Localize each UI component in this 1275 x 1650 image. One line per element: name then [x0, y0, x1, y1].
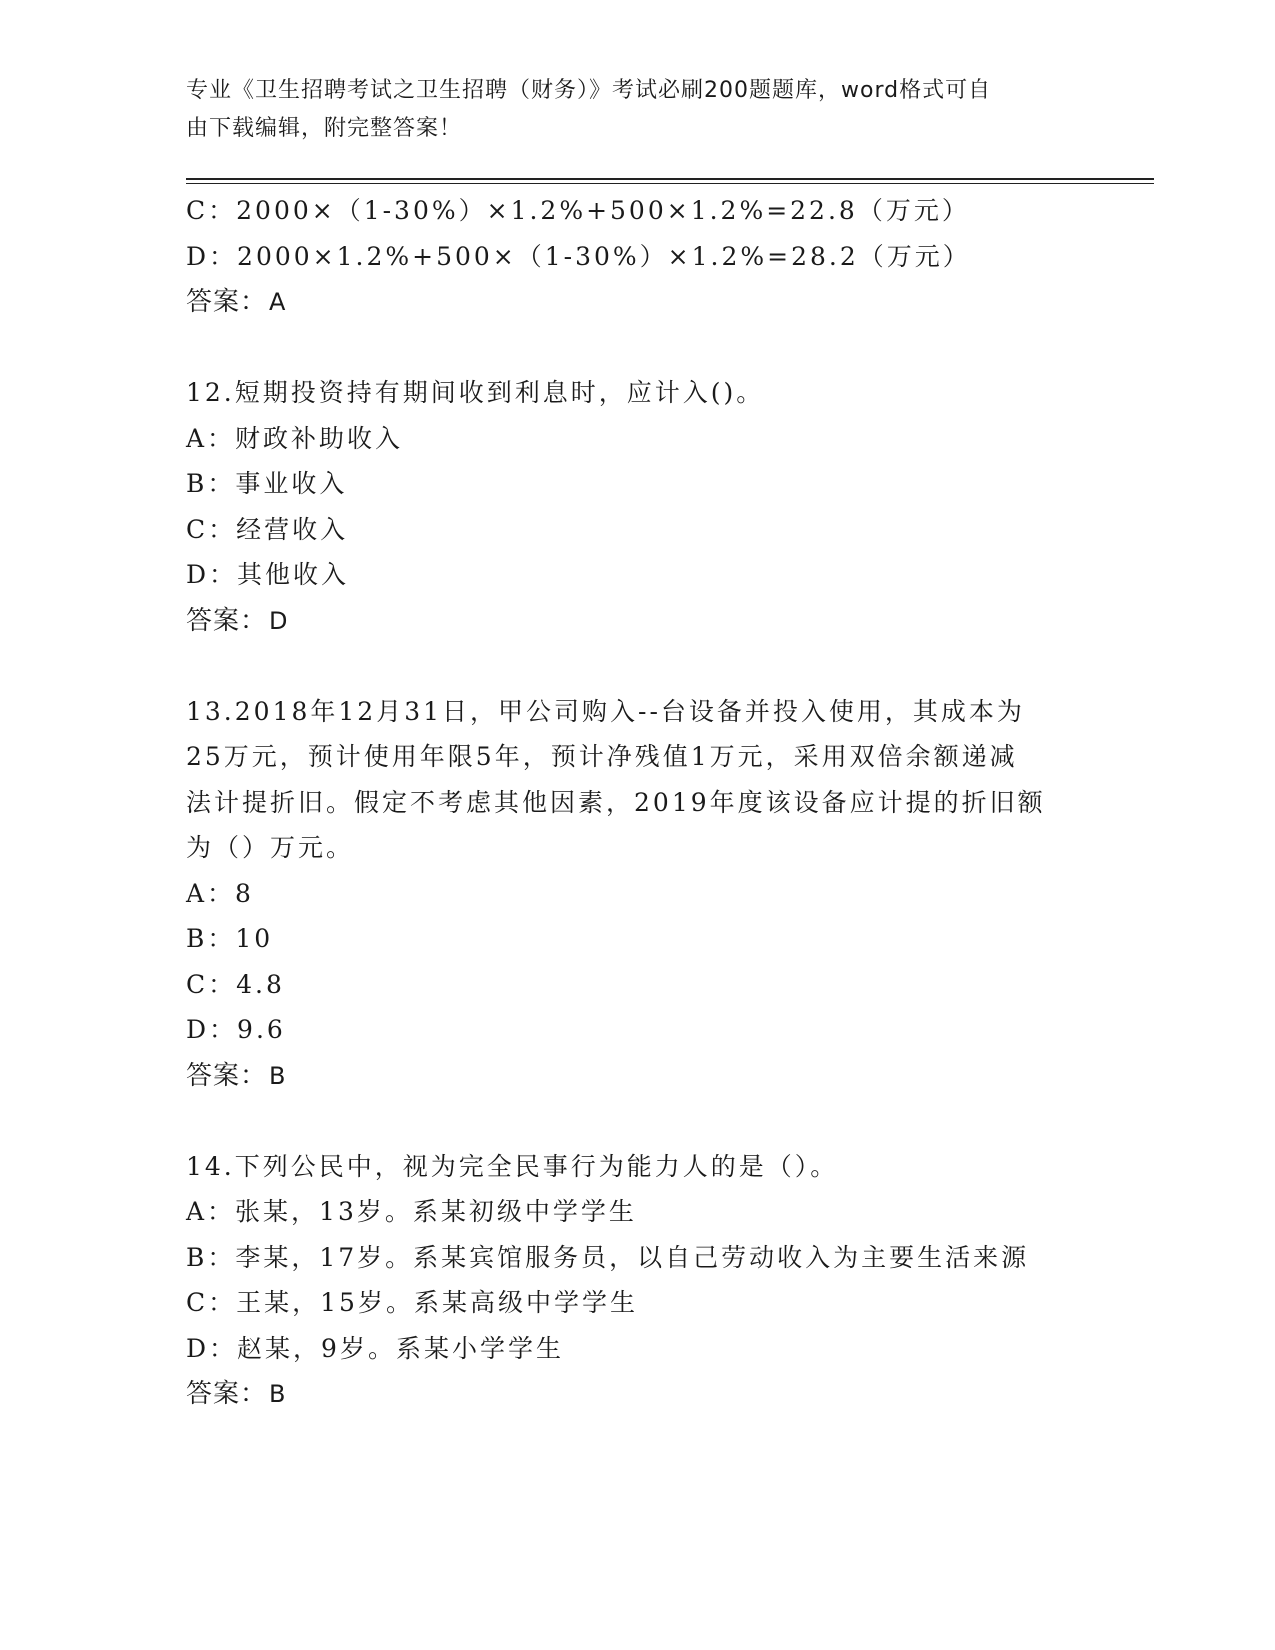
option-d: D：9.6	[186, 1015, 286, 1044]
question-14	[186, 1144, 1086, 1417]
answer-line	[186, 279, 1086, 325]
answer-label: 答案：	[186, 605, 268, 636]
question-title: 14.下列公民中，视为完全民事行为能力人的是（）。	[186, 1151, 839, 1181]
document-header	[186, 72, 1066, 148]
answer-line	[186, 1371, 1086, 1417]
option-c: C：经营收入	[186, 514, 349, 544]
option-c: C：王某，15岁。系某高级中学学生	[186, 1288, 638, 1317]
option-a: A：8	[186, 878, 254, 908]
option-d: D：2000×1.2%+500×（1-30%）×1.2%=28.2（万元）	[186, 241, 971, 271]
question-title-line-1: 13.2018年12月31日，甲公司购入--台设备并投入使用，其成本为	[186, 696, 1025, 726]
header-line-1: 专业《卫生招聘考试之卫生招聘（财务）》考试必刷200题题库，word格式可自	[186, 78, 992, 103]
carryover-question	[186, 188, 1086, 325]
answer-value: B	[269, 1061, 287, 1090]
header-line-2: 由下载编辑，附完整答案！	[186, 116, 463, 141]
header-divider-thick	[186, 178, 1154, 180]
answer-value: B	[269, 1380, 287, 1408]
question-title-line-4: 为（）万元。	[186, 833, 355, 862]
answer-value: D	[269, 606, 289, 635]
question-title: 12.短期投资持有期间收到利息时，应计入()。	[186, 378, 765, 407]
answer-label: 答案：	[186, 1060, 268, 1091]
answer-value: A	[269, 288, 287, 316]
option-c: C：4.8	[186, 969, 285, 999]
answer-label: 答案：	[186, 1379, 268, 1409]
question-title-line-2: 25万元，预计使用年限5年，预计净残值1万元，采用双倍余额递减	[186, 742, 1018, 771]
answer-line	[186, 598, 1086, 644]
option-d: D：赵某，9岁。系某小学学生	[186, 1333, 564, 1363]
question-12	[186, 370, 1086, 643]
option-c: C：2000×（1-30%）×1.2%+500×1.2%=22.8（万元）	[186, 196, 970, 225]
question-13	[186, 689, 1086, 1099]
option-d: D：其他收入	[186, 560, 350, 589]
option-b: B：10	[186, 924, 274, 953]
answer-label: 答案：	[186, 287, 268, 317]
option-b: B：李某，17岁。系某宾馆服务员，以自己劳动收入为主要生活来源	[186, 1242, 1030, 1272]
answer-line	[186, 1053, 1086, 1099]
question-content	[186, 188, 1086, 1417]
option-a: A：张某，13岁。系某初级中学学生	[186, 1197, 637, 1226]
option-b: B：事业收入	[186, 469, 348, 498]
option-a: A：财政补助收入	[186, 423, 404, 453]
question-title-line-3: 法计提折旧。假定不考虑其他因素，2019年度该设备应计提的折旧额	[186, 787, 1046, 817]
header-divider-thin	[186, 183, 1154, 184]
